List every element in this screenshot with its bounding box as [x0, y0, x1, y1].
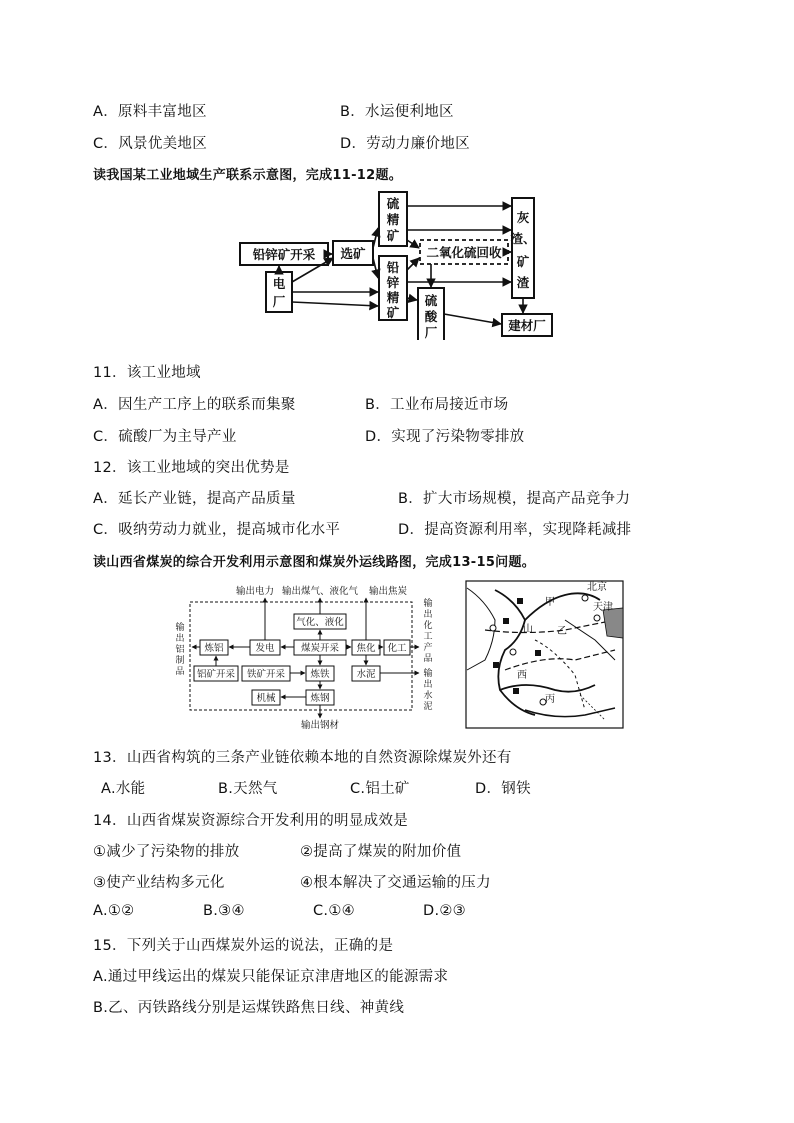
label-lz-1: 铅 [386, 260, 400, 275]
q10-option-b: B．水运便利地区 [340, 104, 454, 120]
q14-option-c: C.①④ [313, 903, 355, 919]
q10-option-d: D．劳动力廉价地区 [340, 136, 470, 152]
coal-utilization-diagram [170, 578, 440, 738]
map-tianjin: 天津 [593, 602, 613, 613]
out-chem-5: 产 [423, 643, 433, 653]
out-chem-4: 工 [423, 632, 433, 642]
q15-stem: 15．下列关于山西煤炭外运的说法，正确的是 [93, 938, 394, 954]
intro-11-12: 读我国某工业地域生产联系示意图，完成11-12题。 [93, 168, 403, 183]
label-lz-2: 锌 [386, 275, 400, 290]
q13-option-d: D．钢铁 [475, 781, 531, 797]
label-sulfur-2: 精 [386, 212, 400, 227]
label-power-1: 电 [272, 276, 286, 291]
label-power-gen: 发电 [255, 643, 275, 654]
label-sulfur-3: 矿 [386, 228, 400, 243]
q11-option-a: A．因生产工序上的联系而集聚 [93, 397, 296, 413]
label-steel: 炼钢 [310, 693, 330, 704]
label-power-2: 厂 [272, 294, 286, 309]
out-chem-2: 出 [423, 610, 433, 620]
label-ash-1: 灰 [516, 210, 530, 225]
map-jia: 甲 [545, 597, 555, 608]
label-acid-3: 厂 [424, 325, 438, 340]
label-ash-4: 渣 [516, 275, 530, 290]
q14-option-b: B.③④ [203, 903, 245, 919]
q11-option-d: D．实现了污染物零排放 [365, 429, 525, 445]
shanxi-transport-map [465, 580, 625, 730]
q11-option-b: B．工业布局接近市场 [365, 397, 509, 413]
q12-option-b: B．扩大市场规模，提高产品竞争力 [398, 491, 631, 507]
q14-option-a: A.①② [93, 903, 135, 919]
label-gasify: 气化、液化 [296, 617, 344, 628]
q14-item-4: ④根本解决了交通运输的压力 [300, 875, 491, 891]
out-al-4: 制 [175, 656, 185, 666]
intro-13-15: 读山西省煤炭的综合开发利用示意图和煤炭外运线路图，完成13-15问题。 [93, 555, 536, 570]
q13-stem: 13．山西省构筑的三条产业链依赖本地的自然资源除煤炭外还有 [93, 750, 512, 766]
q15-option-a: A.通过甲线运出的煤炭只能保证京津唐地区的能源需求 [93, 969, 449, 985]
out-power: 输出电力 [235, 586, 275, 597]
q12-option-d: D．提高资源利用率，实现降耗减排 [398, 522, 632, 538]
label-select: 选矿 [340, 246, 366, 261]
map-xi: 西 [517, 670, 527, 681]
q11-stem: 11．该工业地域 [93, 365, 201, 381]
label-coal-mine: 煤炭开采 [300, 643, 340, 654]
label-so2: 二氧化硫回收 [426, 245, 502, 260]
q14-item-3: ③使产业结构多元化 [93, 875, 225, 891]
label-iron: 炼铁 [310, 669, 330, 680]
out-chem-3: 化 [423, 621, 433, 631]
label-coking: 焦化 [356, 643, 376, 654]
q15-option-b: B.乙、丙铁路线分别是运煤铁路焦日线、神黄线 [93, 1000, 405, 1016]
q13-option-b: B.天然气 [218, 781, 278, 797]
q12-stem: 12．该工业地域的突出优势是 [93, 460, 290, 476]
q13-option-a: A.水能 [101, 781, 146, 797]
label-acid-1: 硫 [424, 293, 438, 308]
out-coke: 输出焦炭 [368, 586, 408, 597]
out-al-5: 品 [175, 667, 185, 677]
out-chem-6: 品 [423, 654, 433, 664]
out-al-2: 出 [175, 634, 185, 644]
q13-option-c: C.铝土矿 [350, 781, 410, 797]
label-cement: 水泥 [356, 669, 376, 680]
out-al-1: 输 [175, 623, 185, 633]
map-shan: 山 [523, 624, 533, 635]
label-ash-3: 矿 [516, 254, 530, 269]
q12-option-c: C．吸纳劳动力就业，提高城市化水平 [93, 522, 341, 538]
map-beijing: 北京 [587, 582, 607, 593]
q14-stem: 14．山西省煤炭资源综合开发利用的明显成效是 [93, 813, 409, 829]
production-linkage-diagram [230, 188, 560, 340]
label-sulfur-1: 硫 [386, 196, 400, 211]
label-ash-2: 渣、 [510, 231, 536, 246]
label-mine: 铅锌矿开采 [252, 247, 316, 262]
q14-item-1: ①减少了污染物的排放 [93, 844, 240, 860]
out-al-3: 铝 [175, 645, 185, 655]
label-bauxite: 铝矿开采 [196, 669, 236, 680]
label-acid-2: 酸 [424, 309, 438, 324]
label-machinery: 机械 [256, 693, 276, 704]
out-chem-1: 输 [423, 599, 433, 609]
q10-option-a: A．原料丰富地区 [93, 104, 207, 120]
q14-item-2: ②提高了煤炭的附加价值 [300, 844, 462, 860]
q10-option-c: C．风景优美地区 [93, 136, 208, 152]
out-steel: 输出钢材 [300, 720, 340, 731]
label-al-smelt: 炼铝 [204, 643, 224, 654]
label-iron-ore: 铁矿开采 [246, 669, 286, 680]
label-building: 建材厂 [508, 318, 546, 333]
map-yi: 乙 [557, 626, 567, 637]
q11-option-c: C．硫酸厂为主导产业 [93, 429, 237, 445]
q14-option-d: D.②③ [423, 903, 466, 919]
out-cement-4: 泥 [423, 702, 433, 712]
out-cement-2: 出 [423, 680, 433, 690]
out-cement-1: 输 [423, 669, 433, 679]
label-lz-3: 精 [386, 290, 400, 305]
label-chem: 化工 [387, 643, 407, 654]
map-bing: 丙 [545, 694, 555, 705]
q12-option-a: A．延长产业链，提高产品质量 [93, 491, 296, 507]
out-cement-3: 水 [423, 691, 433, 701]
out-gas: 输出煤气、液化气 [281, 586, 359, 597]
label-lz-4: 矿 [386, 305, 400, 320]
